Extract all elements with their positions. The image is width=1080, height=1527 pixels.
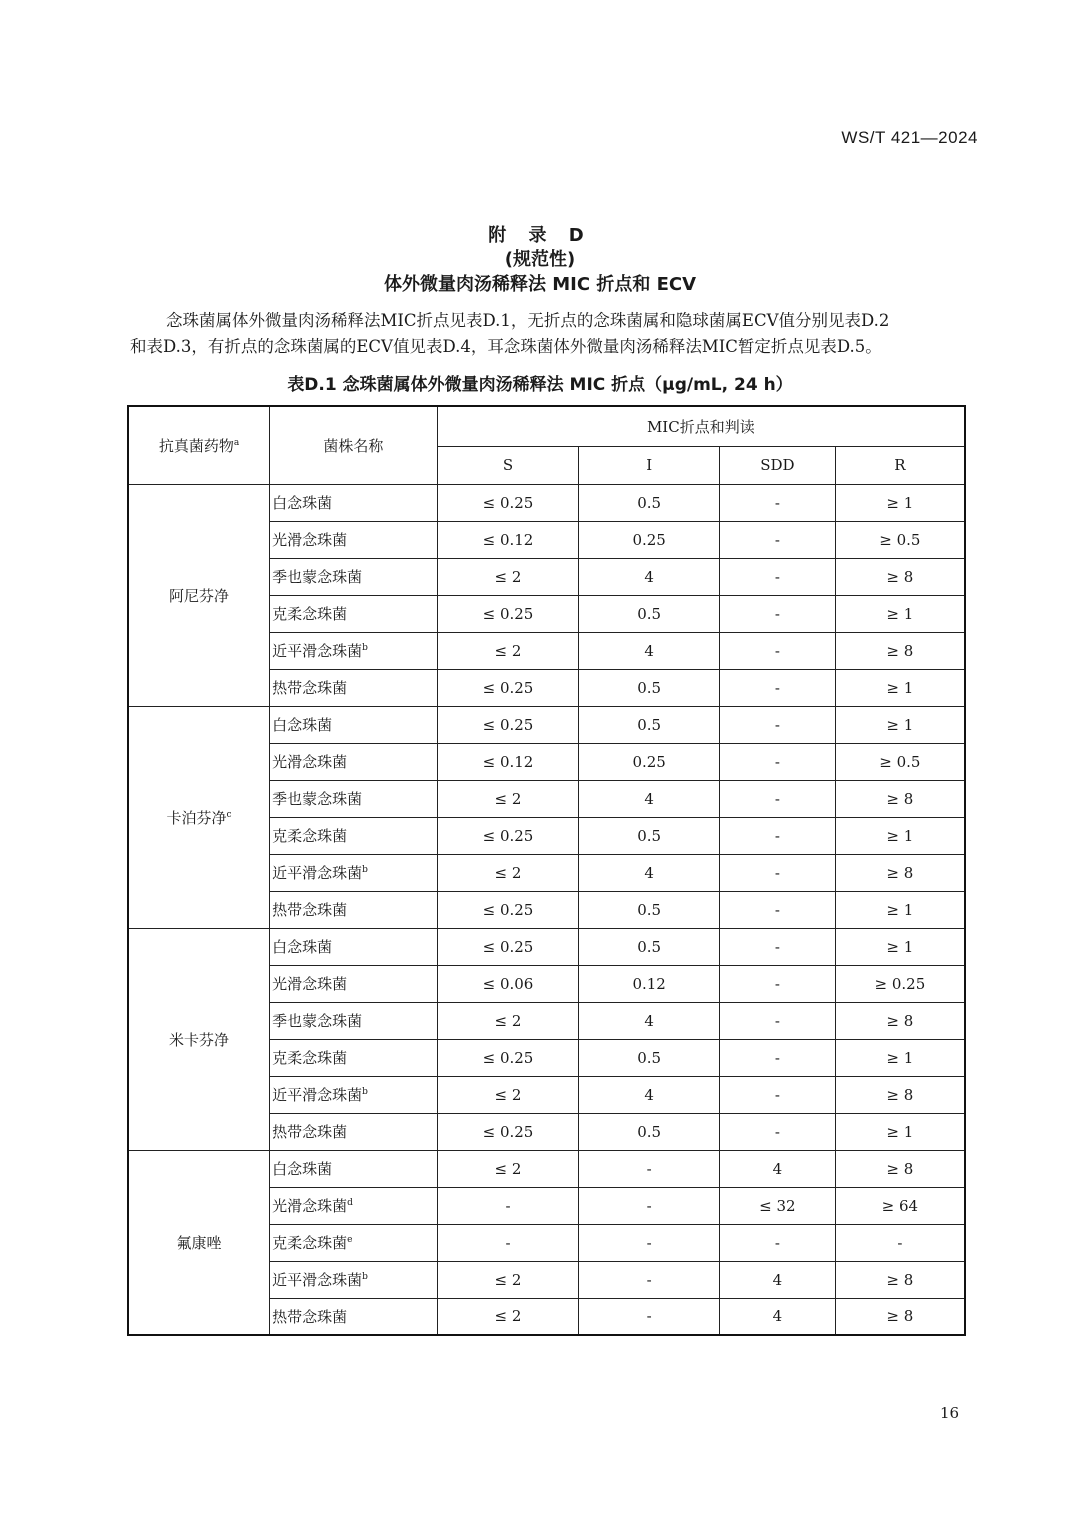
strain-cell xyxy=(270,1113,438,1150)
strain-name: 热带念珠菌 xyxy=(272,901,348,919)
value-sdd-cell: - xyxy=(720,484,836,521)
intro-paragraph xyxy=(130,308,980,360)
value-s-cell: ≤ 2 xyxy=(437,1261,579,1298)
value-r-cell: ≥ 64 xyxy=(835,1187,965,1224)
drug-name-cell xyxy=(128,706,270,928)
value-sdd-cell: - xyxy=(720,521,836,558)
strain-name: 克柔念珠菌 xyxy=(272,827,348,845)
strain-footnote-mark: b xyxy=(362,1272,368,1282)
intro-line-2: 和表D.3，有折点的念珠菌属的ECV值见表D.4，耳念珠菌体外微量肉汤稀释法MIC暂定折点见表D.5。 xyxy=(130,337,882,356)
value-i-cell: 4 xyxy=(579,854,720,891)
strain-name: 白念珠菌 xyxy=(272,716,333,734)
drug-name: 氟康唑 xyxy=(176,1233,222,1252)
strain-footnote-mark: e xyxy=(347,1235,353,1245)
value-s-cell: ≤ 2 xyxy=(437,780,579,817)
strain-name: 光滑念珠菌 xyxy=(272,531,348,549)
value-s-cell: ≤ 2 xyxy=(437,558,579,595)
value-r-cell: ≥ 1 xyxy=(835,484,965,521)
strain-cell xyxy=(270,817,438,854)
strain-cell xyxy=(270,780,438,817)
value-s-cell: ≤ 0.12 xyxy=(437,743,579,780)
value-i-cell: 4 xyxy=(579,1002,720,1039)
table-row xyxy=(128,928,965,965)
page-number: 16 xyxy=(940,1404,960,1422)
value-sdd-cell: - xyxy=(720,706,836,743)
value-sdd-cell: ≤ 32 xyxy=(720,1187,836,1224)
value-i-cell: 0.5 xyxy=(579,817,720,854)
value-sdd-cell: 4 xyxy=(720,1261,836,1298)
value-i-cell: - xyxy=(579,1187,720,1224)
strain-name: 季也蒙念珠菌 xyxy=(272,1012,363,1030)
table-caption: 表D.1 念珠菌属体外微量肉汤稀释法 MIC 折点（μg/mL, 24 h） xyxy=(287,375,793,395)
value-s-cell: ≤ 0.25 xyxy=(437,595,579,632)
value-s-cell: ≤ 2 xyxy=(437,1150,579,1187)
value-sdd-cell: - xyxy=(720,854,836,891)
value-i-cell: 0.5 xyxy=(579,484,720,521)
strain-name: 光滑念珠菌 xyxy=(272,753,348,771)
strain-name: 近平滑念珠菌 xyxy=(272,1271,363,1289)
value-i-cell: - xyxy=(579,1224,720,1261)
value-s-cell: ≤ 0.25 xyxy=(437,484,579,521)
drug-footnote-mark: c xyxy=(226,809,232,820)
value-s-cell: ≤ 0.25 xyxy=(437,706,579,743)
value-sdd-cell: - xyxy=(720,558,836,595)
value-sdd-cell: - xyxy=(720,965,836,1002)
appendix-heading: 体外微量肉汤稀释法 MIC 折点和 ECV xyxy=(383,274,697,295)
value-r-cell: ≥ 1 xyxy=(835,706,965,743)
table-row xyxy=(128,706,965,743)
value-r-cell: ≥ 8 xyxy=(835,632,965,669)
value-i-cell: 0.5 xyxy=(579,706,720,743)
strain-name: 季也蒙念珠菌 xyxy=(272,790,363,808)
value-sdd-cell: - xyxy=(720,595,836,632)
strain-name: 白念珠菌 xyxy=(272,938,333,956)
drug-name-cell xyxy=(128,928,270,1150)
value-r-cell: ≥ 1 xyxy=(835,1113,965,1150)
strain-cell xyxy=(270,891,438,928)
strain-name: 克柔念珠菌 xyxy=(272,1234,348,1252)
header-drug: 抗真菌药物$^a$ xyxy=(128,406,270,484)
strain-cell xyxy=(270,484,438,521)
header-strain: 菌株名称 xyxy=(270,406,438,484)
strain-cell xyxy=(270,1002,438,1039)
strain-name: 近平滑念珠菌 xyxy=(272,642,363,660)
value-sdd-cell: 4 xyxy=(720,1298,836,1335)
intro-line-1: 念珠菌属体外微量肉汤稀释法MIC折点见表D.1，无折点的念珠菌属和隐球菌属ECV值分别见表D.2 xyxy=(166,311,890,330)
value-i-cell: 0.5 xyxy=(579,669,720,706)
value-s-cell: ≤ 2 xyxy=(437,632,579,669)
strain-cell xyxy=(270,521,438,558)
value-sdd-cell: - xyxy=(720,928,836,965)
appendix-title: 附 录 D xyxy=(488,225,592,246)
value-r-cell: ≥ 8 xyxy=(835,1150,965,1187)
value-r-cell: ≥ 8 xyxy=(835,1261,965,1298)
strain-name: 季也蒙念珠菌 xyxy=(272,568,363,586)
strain-cell xyxy=(270,558,438,595)
appendix-titles xyxy=(0,224,1080,298)
value-s-cell: ≤ 0.25 xyxy=(437,928,579,965)
value-i-cell: 4 xyxy=(579,632,720,669)
value-s-cell: - xyxy=(437,1224,579,1261)
value-r-cell: ≥ 0.5 xyxy=(835,743,965,780)
value-s-cell: ≤ 0.06 xyxy=(437,965,579,1002)
value-i-cell: 0.5 xyxy=(579,928,720,965)
value-r-cell: ≥ 8 xyxy=(835,1002,965,1039)
value-i-cell: 0.25 xyxy=(579,521,720,558)
strain-cell xyxy=(270,669,438,706)
strain-name: 克柔念珠菌 xyxy=(272,605,348,623)
strain-cell xyxy=(270,632,438,669)
value-i-cell: 0.12 xyxy=(579,965,720,1002)
drug-name-cell xyxy=(128,484,270,706)
strain-footnote-mark: d xyxy=(347,1198,353,1208)
value-sdd-cell: - xyxy=(720,1002,836,1039)
value-s-cell: ≤ 0.25 xyxy=(437,1039,579,1076)
value-r-cell: ≥ 1 xyxy=(835,891,965,928)
value-sdd-cell: - xyxy=(720,1039,836,1076)
value-sdd-cell: - xyxy=(720,1076,836,1113)
strain-cell xyxy=(270,928,438,965)
value-sdd-cell: - xyxy=(720,669,836,706)
value-i-cell: 0.5 xyxy=(579,1039,720,1076)
strain-name: 近平滑念珠菌 xyxy=(272,1086,363,1104)
strain-cell xyxy=(270,854,438,891)
strain-cell xyxy=(270,965,438,1002)
value-s-cell: - xyxy=(437,1187,579,1224)
value-r-cell: ≥ 0.25 xyxy=(835,965,965,1002)
header-r: R xyxy=(835,446,965,484)
strain-footnote-mark: b xyxy=(362,865,368,875)
strain-cell xyxy=(270,1150,438,1187)
value-s-cell: ≤ 2 xyxy=(437,1002,579,1039)
value-sdd-cell: - xyxy=(720,632,836,669)
strain-name: 近平滑念珠菌 xyxy=(272,864,363,882)
strain-name: 光滑念珠菌 xyxy=(272,1197,348,1215)
value-r-cell: ≥ 8 xyxy=(835,1298,965,1335)
strain-name: 热带念珠菌 xyxy=(272,1307,348,1326)
strain-cell xyxy=(270,706,438,743)
value-r-cell: ≥ 8 xyxy=(835,558,965,595)
strain-name: 白念珠菌 xyxy=(272,1160,333,1178)
value-s-cell: ≤ 0.25 xyxy=(437,817,579,854)
value-s-cell: ≤ 0.12 xyxy=(437,521,579,558)
strain-cell xyxy=(270,1039,438,1076)
strain-name: 光滑念珠菌 xyxy=(272,975,348,993)
strain-name: 白念珠菌 xyxy=(272,494,333,512)
value-r-cell: ≥ 8 xyxy=(835,1076,965,1113)
strain-name: 热带念珠菌 xyxy=(272,679,348,697)
value-sdd-cell: 4 xyxy=(720,1150,836,1187)
header-s: S xyxy=(437,446,579,484)
header-i: I xyxy=(579,446,720,484)
appendix-subtitle: (规范性) xyxy=(504,249,576,270)
drug-name: 卡泊芬净 xyxy=(166,808,227,827)
strain-name: 克柔念珠菌 xyxy=(272,1049,348,1067)
drug-name: 阿尼芬净 xyxy=(169,586,230,605)
value-s-cell: ≤ 0.25 xyxy=(437,1113,579,1150)
value-i-cell: 4 xyxy=(579,1076,720,1113)
drug-name-cell xyxy=(128,1150,270,1335)
value-sdd-cell: - xyxy=(720,1224,836,1261)
header-sdd: SDD xyxy=(720,446,836,484)
strain-cell xyxy=(270,1224,438,1261)
value-sdd-cell: - xyxy=(720,891,836,928)
strain-cell xyxy=(270,1187,438,1224)
value-sdd-cell: - xyxy=(720,780,836,817)
strain-cell xyxy=(270,595,438,632)
table-row xyxy=(128,1150,965,1187)
table-body xyxy=(128,484,965,1335)
strain-cell xyxy=(270,1261,438,1298)
value-i-cell: 4 xyxy=(579,558,720,595)
value-i-cell: 0.5 xyxy=(579,1113,720,1150)
value-r-cell: ≥ 1 xyxy=(835,928,965,965)
value-sdd-cell: - xyxy=(720,1113,836,1150)
value-r-cell: ≥ 1 xyxy=(835,1039,965,1076)
value-sdd-cell: - xyxy=(720,817,836,854)
strain-cell xyxy=(270,1076,438,1113)
value-i-cell: 0.5 xyxy=(579,595,720,632)
value-s-cell: ≤ 2 xyxy=(437,1298,579,1335)
strain-cell xyxy=(270,1298,438,1335)
value-r-cell: ≥ 0.5 xyxy=(835,521,965,558)
value-i-cell: - xyxy=(579,1261,720,1298)
value-r-cell: ≥ 1 xyxy=(835,817,965,854)
value-r-cell: ≥ 8 xyxy=(835,780,965,817)
value-i-cell: - xyxy=(579,1150,720,1187)
value-r-cell: ≥ 1 xyxy=(835,669,965,706)
value-s-cell: ≤ 2 xyxy=(437,1076,579,1113)
value-i-cell: 0.25 xyxy=(579,743,720,780)
value-sdd-cell: - xyxy=(720,743,836,780)
value-s-cell: ≤ 0.25 xyxy=(437,891,579,928)
strain-footnote-mark: b xyxy=(362,643,368,653)
strain-name: 热带念珠菌 xyxy=(272,1123,348,1141)
value-s-cell: ≤ 2 xyxy=(437,854,579,891)
strain-footnote-mark: b xyxy=(362,1087,368,1097)
document-id: WS/T 421—2024 xyxy=(841,128,978,147)
drug-name: 米卡芬净 xyxy=(169,1030,230,1049)
mic-breakpoint-table xyxy=(127,405,966,1336)
value-r-cell: - xyxy=(835,1224,965,1261)
header-mic-group: MIC折点和判读 xyxy=(437,406,965,446)
value-i-cell: - xyxy=(579,1298,720,1335)
value-s-cell: ≤ 0.25 xyxy=(437,669,579,706)
strain-cell xyxy=(270,743,438,780)
table-row xyxy=(128,484,965,521)
value-r-cell: ≥ 1 xyxy=(835,595,965,632)
value-i-cell: 4 xyxy=(579,780,720,817)
value-r-cell: ≥ 8 xyxy=(835,854,965,891)
value-i-cell: 0.5 xyxy=(579,891,720,928)
